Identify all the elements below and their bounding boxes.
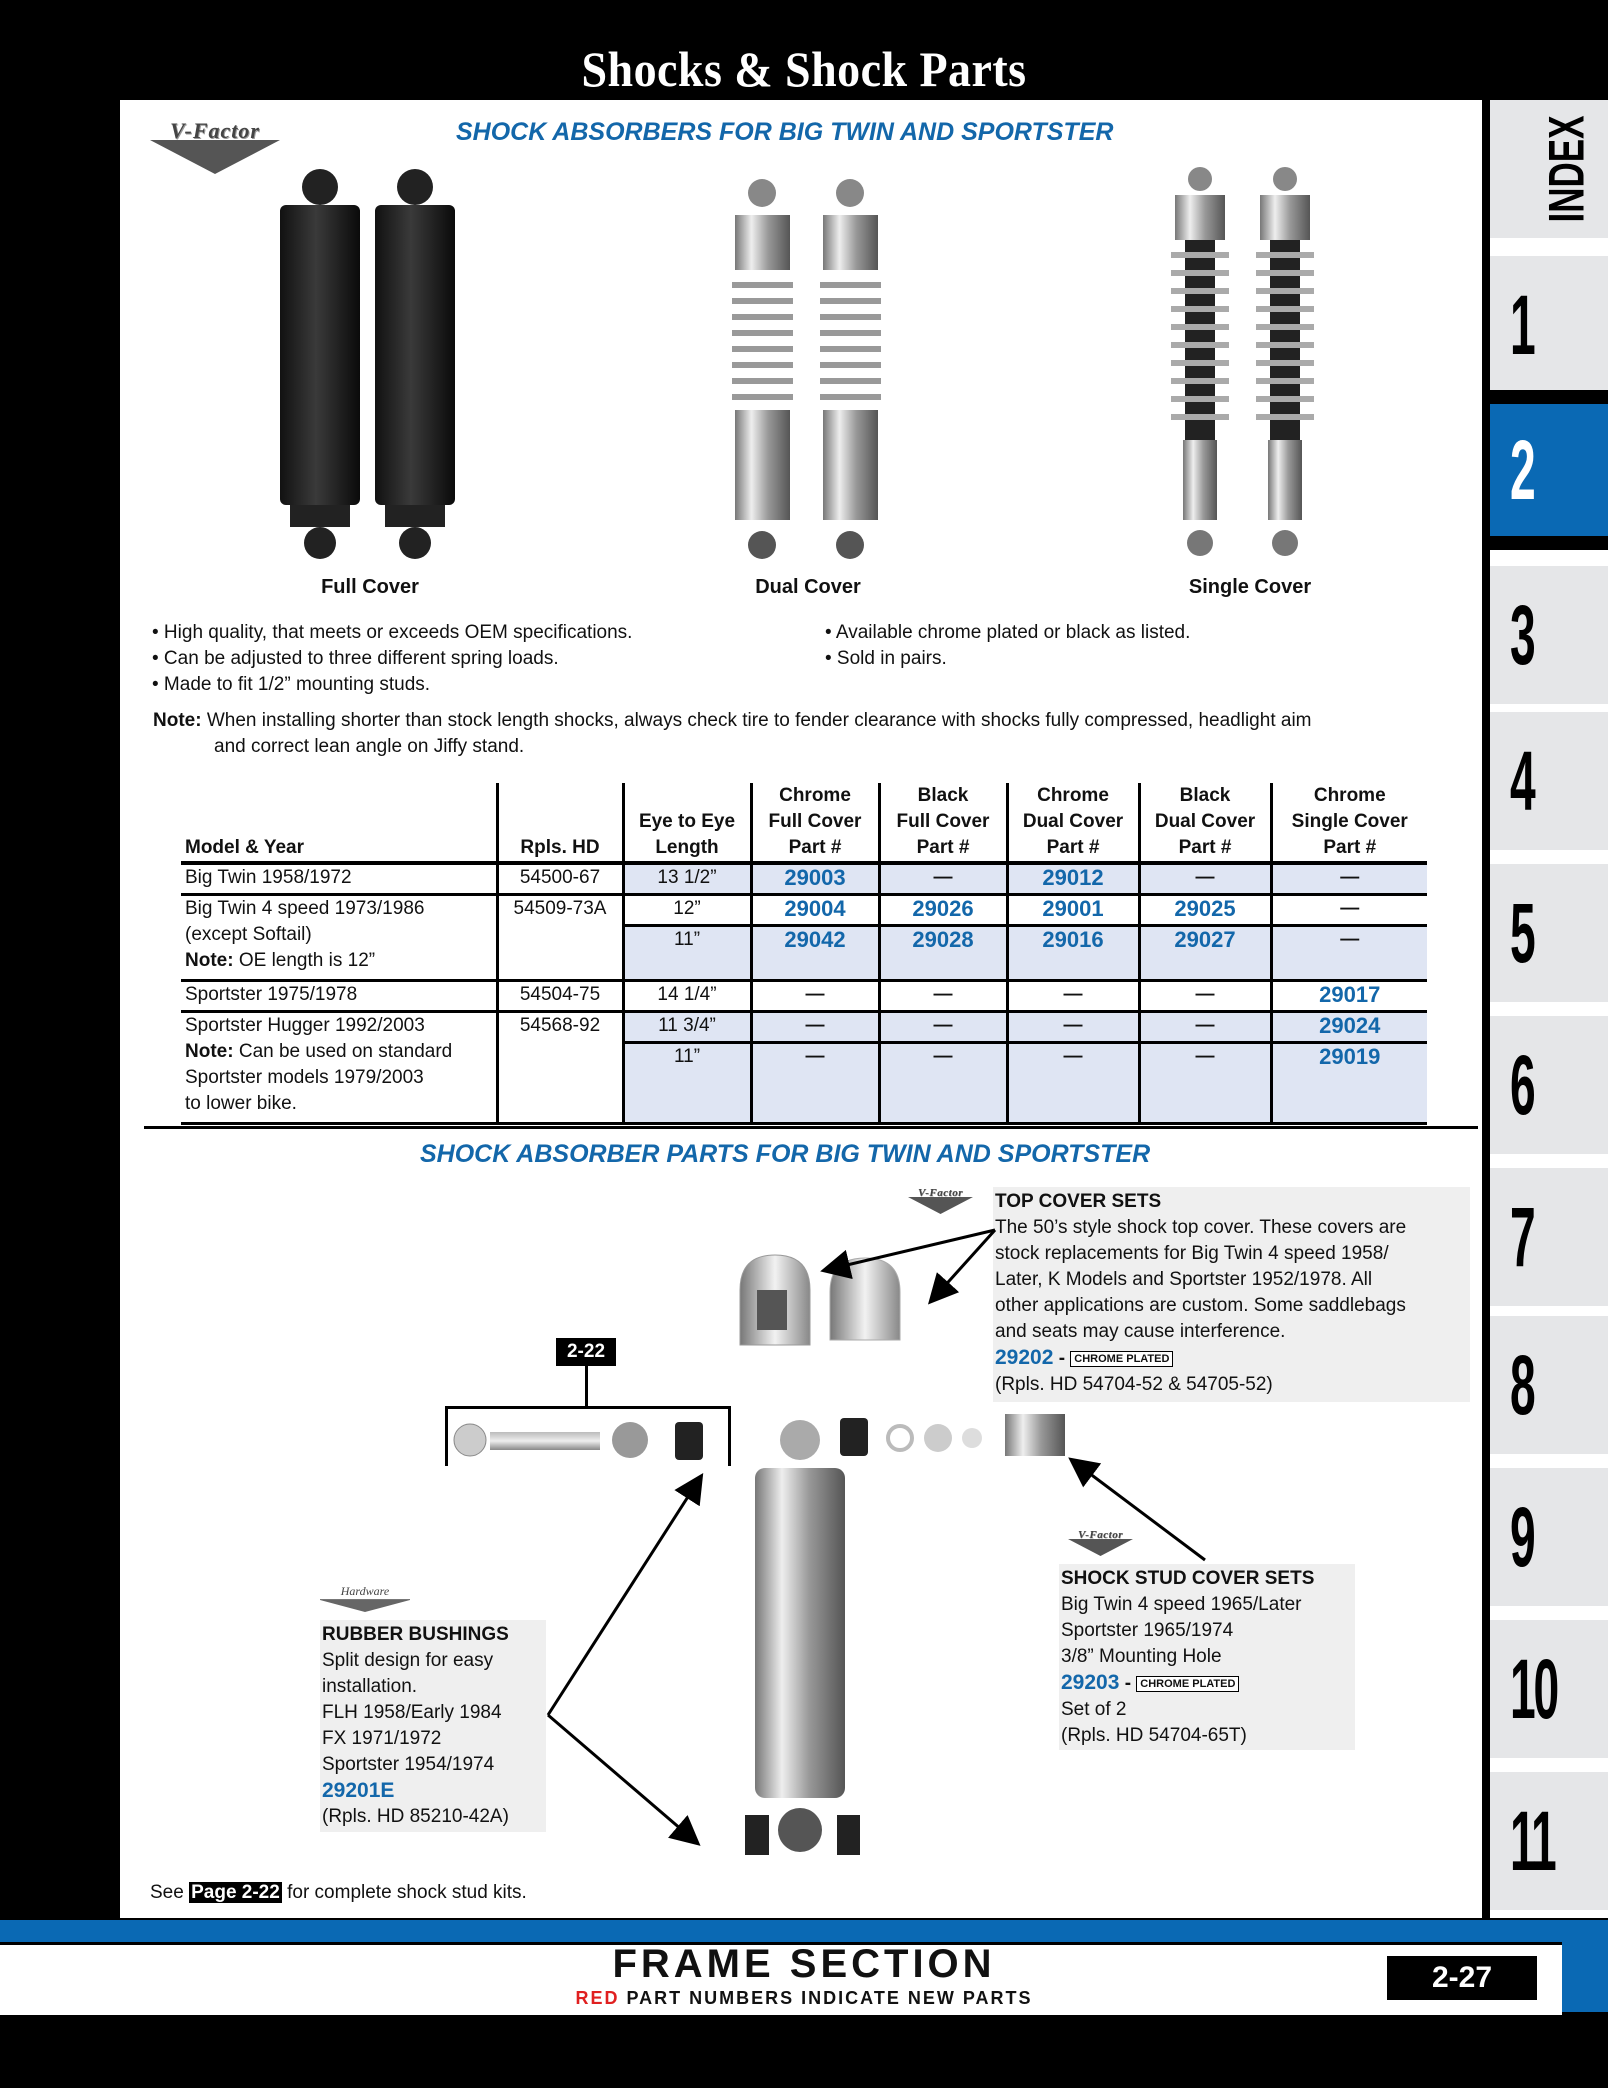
- bracket-top: [445, 1406, 731, 1409]
- header-black-full-cover: Black Full Cover Part #: [879, 783, 1007, 863]
- length-cell: 11 3/4”: [623, 1012, 751, 1043]
- header-chrome-single-cover: Chrome Single Cover Part #: [1271, 783, 1427, 863]
- table-row: [181, 1012, 1427, 1043]
- tab-1[interactable]: [1490, 256, 1608, 394]
- model-line: (except Softail): [185, 924, 312, 945]
- footer-red-word: RED: [575, 1988, 620, 2008]
- logo-chevron: [320, 1600, 410, 1612]
- bushings-title: RUBBER BUSHINGS: [322, 1624, 509, 1645]
- not-available-cell: —: [1271, 926, 1427, 981]
- shock-left: [1171, 167, 1229, 556]
- model-note: Note: Can be used on standard: [185, 1041, 453, 1062]
- tab-label: 2: [1510, 422, 1534, 517]
- not-available-cell: —: [1271, 863, 1427, 895]
- part-number-cell[interactable]: 29017: [1271, 981, 1427, 1012]
- rpls-hd-cell: 54568-92: [497, 1012, 623, 1124]
- tab-label: 7: [1510, 1189, 1534, 1284]
- bushings-rpls: (Rpls. HD 85210-42A): [322, 1806, 509, 1827]
- shock-right: [820, 179, 881, 559]
- section-heading-parts: SHOCK ABSORBER PARTS FOR BIG TWIN AND SPORTSTER: [420, 1140, 1151, 1168]
- ref-line: [585, 1366, 588, 1406]
- not-available-cell: —: [1007, 981, 1139, 1012]
- top-cover-desc: Later, K Models and Sportster 1952/1978. All: [995, 1269, 1373, 1290]
- not-available-cell: —: [751, 981, 879, 1012]
- logo-text: V-Factor: [170, 118, 260, 143]
- stud-cover-rpls: (Rpls. HD 54704-65T): [1061, 1725, 1247, 1746]
- part-number-cell[interactable]: 29025: [1139, 895, 1271, 926]
- tab-7[interactable]: [1490, 1168, 1608, 1306]
- rubber-bushings-box: [320, 1620, 546, 1832]
- section-divider: [144, 1126, 1478, 1129]
- tab-label: 6: [1510, 1037, 1534, 1132]
- top-cover-desc: other applications are custom. Some saddlebags: [995, 1295, 1406, 1316]
- tab-8[interactable]: [1490, 1316, 1608, 1454]
- dual-cover-shocks-image: [710, 175, 910, 575]
- dash: -: [1058, 1348, 1066, 1369]
- note-label: Note:: [153, 710, 202, 731]
- part-number-link[interactable]: 29202: [995, 1346, 1054, 1369]
- logo-chevron: [1068, 1539, 1133, 1556]
- caption-full-cover: Full Cover: [321, 576, 419, 598]
- model-line: Big Twin 4 speed 1973/1986: [185, 898, 425, 919]
- bushings-desc: FX 1971/1972: [322, 1728, 442, 1749]
- tab-label: 4: [1510, 733, 1534, 828]
- model-year-cell: [181, 981, 497, 1012]
- chrome-plated-badge: CHROME PLATED: [1136, 1676, 1239, 1692]
- tab-6[interactable]: [1490, 1016, 1608, 1154]
- feature-item: • High quality, that meets or exceeds OEM specifications.: [152, 622, 633, 643]
- part-number-cell[interactable]: 29012: [1007, 863, 1139, 895]
- not-available-cell: —: [879, 863, 1007, 895]
- tab-label: 8: [1510, 1337, 1534, 1432]
- feature-item: • Can be adjusted to three different spring loads.: [152, 648, 559, 669]
- not-available-cell: —: [1007, 1043, 1139, 1124]
- note-text-continued: and correct lean angle on Jiffy stand.: [214, 736, 525, 757]
- tab-5[interactable]: [1490, 864, 1608, 1002]
- see-prefix: See: [150, 1882, 184, 1903]
- top-cover-title: TOP COVER SETS: [995, 1191, 1162, 1212]
- not-available-cell: —: [751, 1012, 879, 1043]
- length-cell: 13 1/2”: [623, 863, 751, 895]
- top-cover-desc: and seats may cause interference.: [995, 1321, 1286, 1342]
- model-year-cell: [181, 895, 497, 981]
- page-link[interactable]: Page 2-22: [191, 1882, 280, 1903]
- length-cell: 12”: [623, 895, 751, 926]
- top-cover-rpls: (Rpls. HD 54704-52 & 54705-52): [995, 1374, 1273, 1395]
- stud-cover-desc: Sportster 1965/1974: [1061, 1620, 1234, 1641]
- tab-index[interactable]: [1490, 100, 1608, 238]
- stud-cover-set: Set of 2: [1061, 1699, 1127, 1720]
- tab-label: 9: [1510, 1489, 1534, 1584]
- tab-11[interactable]: [1490, 1772, 1608, 1910]
- part-number-cell[interactable]: 29004: [751, 895, 879, 926]
- top-cover-desc: The 50’s style shock top cover. These covers are: [995, 1217, 1407, 1238]
- footer-legend-text: PART NUMBERS INDICATE NEW PARTS: [626, 1988, 1033, 2008]
- tab-10[interactable]: [1490, 1620, 1608, 1758]
- vfactor-logo-small: [908, 1186, 973, 1214]
- part-number-cell[interactable]: 29001: [1007, 895, 1139, 926]
- top-cover-sets-box: [993, 1187, 1470, 1402]
- logo-text: V-Factor: [1078, 1528, 1123, 1541]
- tab-label: 5: [1510, 885, 1534, 980]
- stud-cover-sets-box: [1059, 1564, 1355, 1750]
- length-cell: 14 1/4”: [623, 981, 751, 1012]
- bushings-desc: FLH 1958/Early 1984: [322, 1702, 502, 1723]
- shock-right: [1256, 167, 1314, 556]
- bushings-desc: installation.: [322, 1676, 418, 1697]
- not-available-cell: —: [1139, 863, 1271, 895]
- footer-section-title: FRAME SECTION: [612, 1942, 996, 1986]
- rpls-hd-cell: 54500-67: [497, 863, 623, 895]
- part-number-cell[interactable]: 29026: [879, 895, 1007, 926]
- part-number-cell[interactable]: 29019: [1271, 1043, 1427, 1124]
- not-available-cell: —: [879, 1012, 1007, 1043]
- tab-label: 10: [1510, 1641, 1557, 1736]
- model-line: Sportster 1975/1978: [185, 984, 358, 1005]
- top-cover-arrows: [820, 1220, 1000, 1320]
- single-cover-shocks-image: [1155, 165, 1335, 565]
- shock-spec-table-wrap: [181, 783, 1427, 1125]
- part-number-cell[interactable]: 29042: [751, 926, 879, 981]
- model-note: Note: OE length is 12”: [185, 950, 376, 971]
- dash: -: [1124, 1673, 1132, 1694]
- shock-left: [732, 179, 793, 559]
- installation-note: [153, 708, 1473, 760]
- model-year-cell: [181, 1012, 497, 1124]
- vfactor-logo-small: [1068, 1528, 1133, 1556]
- not-available-cell: —: [1139, 1043, 1271, 1124]
- not-available-cell: —: [1007, 1012, 1139, 1043]
- bushings-desc: Split design for easy: [322, 1650, 494, 1671]
- feature-item: • Available chrome plated or black as listed.: [825, 622, 1191, 643]
- hardware-logo: [320, 1584, 410, 1612]
- feature-item: • Sold in pairs.: [825, 648, 947, 669]
- header-black-dual-cover: Black Dual Cover Part #: [1139, 783, 1271, 863]
- part-number-cell[interactable]: 29028: [879, 926, 1007, 981]
- table-row: [181, 981, 1427, 1012]
- part-number-cell[interactable]: 29027: [1139, 926, 1271, 981]
- tab-label: 1: [1510, 277, 1534, 372]
- tab-label: 3: [1510, 587, 1534, 682]
- model-line: Big Twin 1958/1972: [185, 867, 352, 888]
- chrome-plated-badge: CHROME PLATED: [1070, 1351, 1173, 1367]
- bushings-arrows: [540, 1470, 710, 1850]
- rpls-hd-cell: 54504-75: [497, 981, 623, 1012]
- bracket-left: [445, 1406, 448, 1466]
- length-cell: 11”: [623, 926, 751, 981]
- stud-cover-desc: 3/8” Mounting Hole: [1061, 1646, 1222, 1667]
- header-chrome-full-cover: Chrome Full Cover Part #: [751, 783, 879, 863]
- tab-3[interactable]: [1490, 566, 1608, 704]
- tab-2[interactable]: [1490, 390, 1608, 550]
- part-number-link[interactable]: 29201E: [322, 1779, 395, 1802]
- table-row: [181, 895, 1427, 926]
- header-rpls-hd: Rpls. HD: [497, 783, 623, 863]
- header-eye-to-eye: Eye to Eye Length: [623, 783, 751, 863]
- not-available-cell: —: [1271, 895, 1427, 926]
- tab-label: 11: [1510, 1793, 1555, 1888]
- feature-item: • Made to fit 1/2” mounting studs.: [152, 674, 431, 695]
- not-available-cell: —: [879, 1043, 1007, 1124]
- model-note: Sportster models 1979/2003: [185, 1067, 424, 1088]
- see-suffix: for complete shock stud kits.: [287, 1882, 527, 1903]
- model-year-cell: [181, 863, 497, 895]
- stud-cover-title: SHOCK STUD COVER SETS: [1061, 1568, 1315, 1589]
- stud-cover-desc: Big Twin 4 speed 1965/Later: [1061, 1594, 1302, 1615]
- part-number-link[interactable]: 29203: [1061, 1671, 1120, 1694]
- header-model-year: Model & Year: [185, 837, 304, 858]
- logo-chevron: [908, 1197, 973, 1214]
- shock-spec-table: [181, 783, 1427, 1125]
- top-cover-desc: stock replacements for Big Twin 4 speed 1958/: [995, 1243, 1389, 1264]
- feature-list-right: [825, 620, 1190, 672]
- tab-4[interactable]: [1490, 712, 1608, 850]
- not-available-cell: —: [751, 1043, 879, 1124]
- see-page-reference: [150, 1882, 527, 1904]
- header-chrome-dual-cover: Chrome Dual Cover Part #: [1007, 783, 1139, 863]
- page-number: 2-27: [1387, 1956, 1537, 2000]
- shock-left: [280, 169, 360, 559]
- shock-right: [375, 169, 455, 559]
- length-cell: 11”: [623, 1043, 751, 1124]
- logo-text: Hardware: [320, 1584, 410, 1600]
- part-number-cell[interactable]: 29003: [751, 863, 879, 895]
- model-line: Sportster Hugger 1992/2003: [185, 1015, 425, 1036]
- bushings-desc: Sportster 1954/1974: [322, 1754, 495, 1775]
- page-title: Shocks & Shock Parts: [581, 41, 1027, 97]
- table-row: [181, 863, 1427, 895]
- footer-legend: [0, 1988, 1608, 2009]
- part-number-cell[interactable]: 29024: [1271, 1012, 1427, 1043]
- section-tabs: [1490, 100, 1608, 1918]
- feature-list-left: [152, 620, 632, 698]
- page-ref-tag[interactable]: 2-22: [556, 1338, 616, 1366]
- logo-text: V-Factor: [918, 1186, 963, 1199]
- note-text: When installing shorter than stock length shocks, always check tire to fender clearance with shocks fully compressed, headlight aim: [206, 710, 1312, 731]
- not-available-cell: —: [879, 981, 1007, 1012]
- rpls-hd-cell: 54509-73A: [497, 895, 623, 981]
- not-available-cell: —: [1139, 1012, 1271, 1043]
- model-note: to lower bike.: [185, 1093, 297, 1114]
- footer-blue-band: [0, 1920, 1608, 1942]
- section-heading-shocks: SHOCK ABSORBERS FOR BIG TWIN AND SPORTSTER: [456, 118, 1114, 146]
- chrome-shock-image: [745, 1420, 860, 1870]
- not-available-cell: —: [1139, 981, 1271, 1012]
- tab-9[interactable]: [1490, 1468, 1608, 1606]
- full-cover-shocks-image: [260, 165, 480, 565]
- tab-label: INDEX: [1538, 115, 1595, 223]
- part-number-cell[interactable]: 29016: [1007, 926, 1139, 981]
- caption-single-cover: Single Cover: [1188, 576, 1312, 598]
- caption-dual-cover: Dual Cover: [755, 576, 861, 598]
